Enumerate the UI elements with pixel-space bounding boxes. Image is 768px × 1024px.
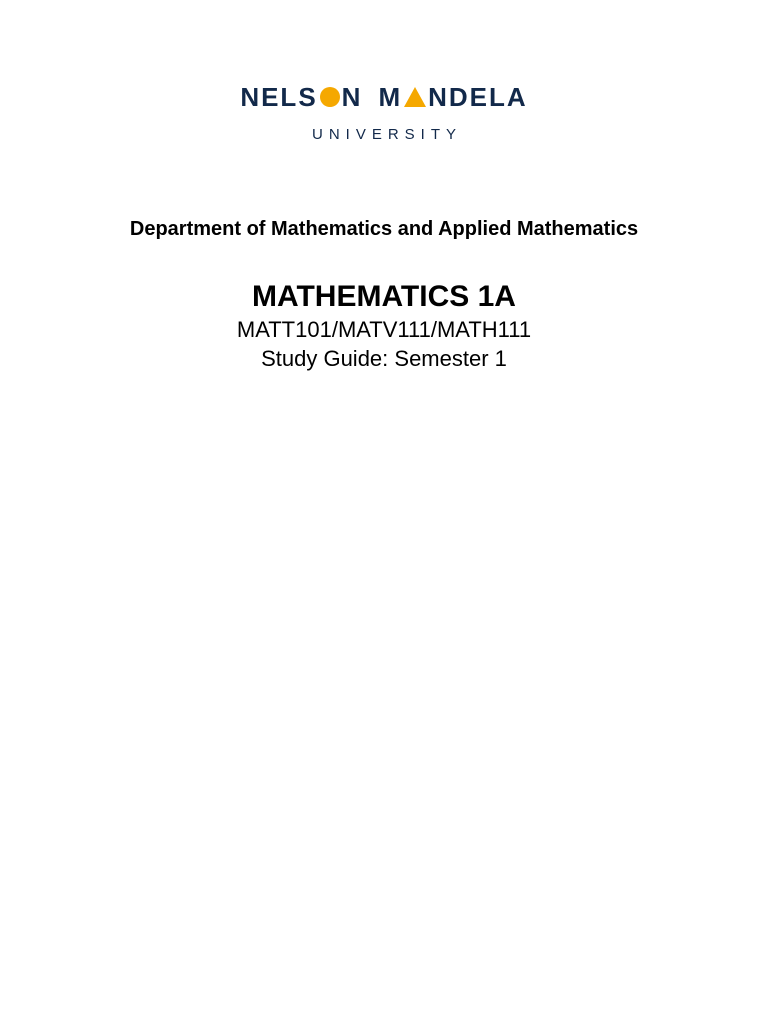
logo-circle-icon bbox=[320, 87, 340, 107]
logo-text-n: N bbox=[341, 82, 363, 112]
department-name: Department of Mathematics and Applied Mathematics bbox=[129, 218, 639, 240]
course-codes: MATT101/MATV111/MATH111 bbox=[236, 317, 532, 342]
logo-wordmark bbox=[240, 82, 527, 112]
university-logo bbox=[0, 82, 768, 144]
logo-triangle-icon bbox=[404, 87, 426, 107]
course-title: MATHEMATICS 1A bbox=[252, 280, 516, 313]
study-guide-label: Study Guide: Semester 1 bbox=[261, 346, 507, 371]
logo-subtitle: UNIVERSITY bbox=[311, 126, 462, 143]
logo-text-nels: NELS bbox=[240, 82, 318, 112]
logo-text-m: M bbox=[378, 82, 403, 112]
logo-text-ndela: NDELA bbox=[428, 82, 528, 112]
logo-word-mandela bbox=[378, 82, 527, 112]
logo-word-nelson bbox=[240, 82, 362, 112]
